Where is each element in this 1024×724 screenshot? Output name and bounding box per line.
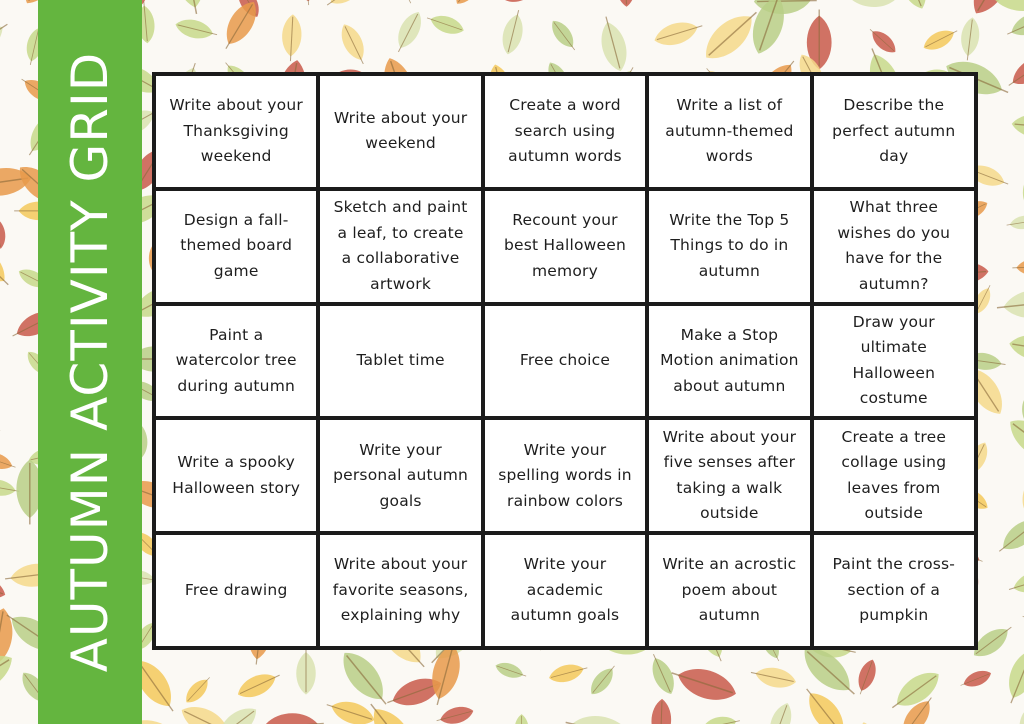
- leaf-icon: [1003, 50, 1024, 94]
- leaf-icon: [0, 212, 8, 250]
- leaf-icon: [1003, 7, 1024, 43]
- leaf-icon: [586, 661, 621, 699]
- leaf-icon: [865, 24, 900, 57]
- leaf-icon: [920, 24, 961, 55]
- leaf-icon: [1015, 148, 1024, 208]
- activity-cell: Write an acrostic poem about autumn: [649, 535, 809, 646]
- leaf-icon: [958, 667, 993, 692]
- leaf-icon: [336, 20, 372, 68]
- leaf-icon: [0, 67, 4, 112]
- activity-grid: [152, 72, 978, 650]
- leaf-icon: [322, 0, 368, 13]
- activity-cell: Recount your best Halloween memory: [485, 191, 645, 302]
- activity-cell: Write about your Thanksgiving weekend: [156, 76, 316, 187]
- activity-cell: Describe the perfect autumn day: [814, 76, 974, 187]
- leaf-icon: [996, 287, 1024, 321]
- leaf-icon: [173, 16, 219, 43]
- leaf-icon: [547, 660, 589, 686]
- leaf-icon: [1007, 331, 1024, 365]
- leaf-icon: [1012, 258, 1024, 276]
- page-title: AUTUMN ACTIVITY GRID: [61, 51, 119, 673]
- activity-cell: What three wishes do you have for the autumn?: [814, 191, 974, 302]
- activity-cell: Free choice: [485, 306, 645, 417]
- leaf-icon: [993, 513, 1024, 560]
- activity-cell: Write your spelling words in rainbow colors: [485, 420, 645, 531]
- leaf-icon: [701, 713, 742, 724]
- leaf-icon: [749, 663, 798, 691]
- leaf-icon: [1017, 462, 1024, 517]
- leaf-icon: [296, 647, 315, 694]
- leaf-icon: [853, 657, 880, 697]
- leaf-icon: [856, 720, 881, 724]
- activity-cell: Design a fall-themed board game: [156, 191, 316, 302]
- leaf-icon: [171, 0, 210, 17]
- activity-cell: Paint a watercolor tree during autumn: [156, 306, 316, 417]
- leaf-icon: [892, 0, 932, 13]
- leaf-icon: [450, 0, 488, 9]
- leaf-icon: [0, 92, 6, 147]
- title-sidebar: [38, 0, 142, 724]
- leaf-icon: [667, 660, 740, 707]
- leaf-icon: [1016, 705, 1024, 724]
- leaf-icon: [1020, 610, 1024, 635]
- leaf-icon: [651, 699, 672, 724]
- leaf-icon: [390, 8, 427, 56]
- activity-cell: Sketch and paint a leaf, to create a collaborative artwork: [320, 191, 480, 302]
- activity-cell: Write about your five senses after taking a walk outside: [649, 420, 809, 531]
- leaf-icon: [838, 0, 899, 10]
- leaf-icon: [234, 667, 284, 704]
- leaf-icon: [547, 16, 581, 54]
- activity-cell: Create a word search using autumn words: [485, 76, 645, 187]
- leaf-icon: [435, 703, 476, 724]
- activity-cell: Create a tree collage using leaves from outside: [814, 420, 974, 531]
- activity-cell: Write your academic autumn goals: [485, 535, 645, 646]
- leaf-icon: [563, 709, 636, 724]
- leaf-icon: [424, 10, 466, 38]
- leaf-icon: [281, 14, 303, 62]
- leaf-icon: [0, 14, 14, 65]
- leaf-icon: [181, 673, 214, 707]
- leaf-icon: [1006, 214, 1024, 232]
- leaf-icon: [1006, 566, 1024, 599]
- activity-cell: Free drawing: [156, 535, 316, 646]
- activity-cell: Write about your weekend: [320, 76, 480, 187]
- leaf-icon: [389, 0, 418, 6]
- leaf-icon: [1011, 112, 1024, 140]
- leaf-icon: [958, 16, 981, 61]
- leaf-icon: [0, 391, 7, 436]
- leaf-icon: [324, 695, 378, 724]
- leaf-icon: [297, 0, 317, 6]
- leaf-icon: [499, 8, 528, 57]
- activity-cell: Make a Stop Motion animation about autumn: [649, 306, 809, 417]
- leaf-icon: [763, 700, 796, 724]
- leaf-icon: [0, 449, 18, 474]
- leaf-icon: [262, 711, 324, 724]
- activity-cell: Write a spooky Halloween story: [156, 420, 316, 531]
- activity-cell: Draw your ultimate Halloween costume: [814, 306, 974, 417]
- activity-cell: Write the Top 5 Things to do in autumn: [649, 191, 809, 302]
- leaf-icon: [615, 0, 636, 7]
- leaf-icon: [1000, 645, 1024, 707]
- leaf-icon: [515, 714, 529, 724]
- activity-cell: Write a list of autumn-themed words: [649, 76, 809, 187]
- leaf-icon: [651, 16, 705, 50]
- leaf-icon: [595, 14, 632, 74]
- activity-cell: Write about your favorite seasons, explaining why: [320, 535, 480, 646]
- activity-cell: Write your personal autumn goals: [320, 420, 480, 531]
- activity-cell: Paint the cross-section of a pumpkin: [814, 535, 974, 646]
- leaf-icon: [0, 567, 9, 604]
- activity-cell: Tablet time: [320, 306, 480, 417]
- leaf-icon: [495, 0, 534, 5]
- leaf-icon: [1002, 411, 1024, 473]
- leaf-icon: [493, 659, 528, 682]
